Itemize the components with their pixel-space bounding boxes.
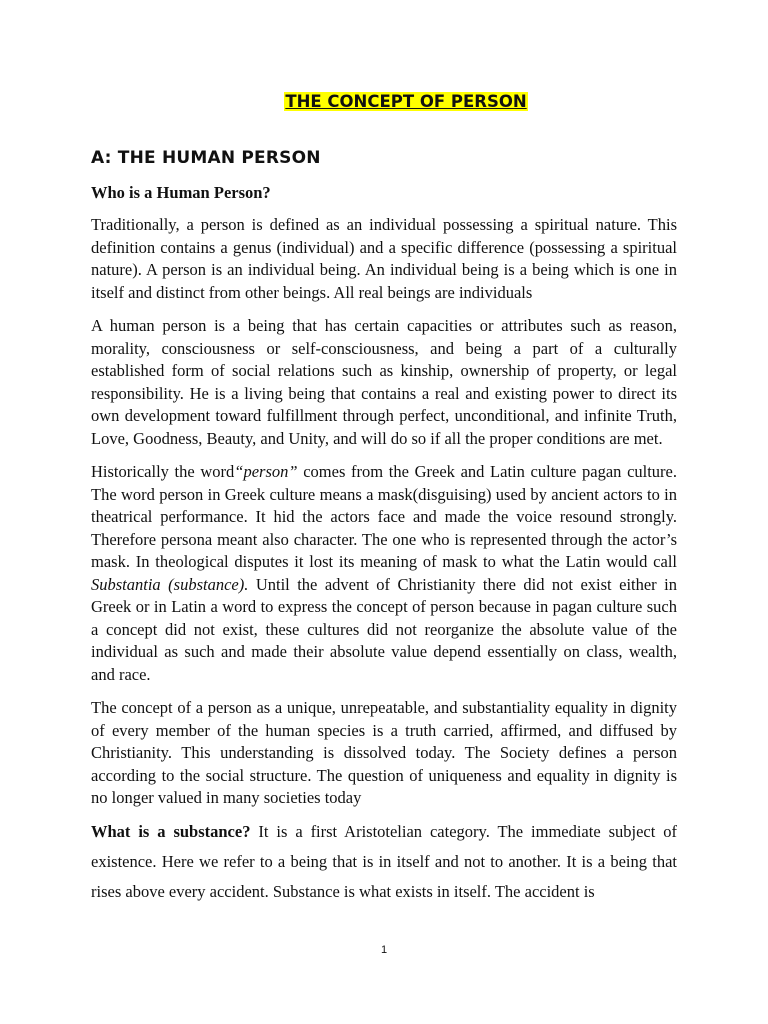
paragraph: A human person is a being that has certain capacities or attributes such as reason, morality, consciousness or self-consciousness, and being a part of a culturally established form of social relations such as kinship, ownership of property, or legal responsibility. He is a living being that contains a real and existing power to direct its own development toward fulfillment through perfect, unconditional, and infinite Truth, Love, Goodness, Beauty, and Unity, and will do so if all the proper conditions are met. <box>91 316 677 448</box>
text-run: comes from the Greek and Latin culture pagan culture. The word person in Greek culture means a mask(disguising) used by ancient actors to in theatrical performance. It hid the actors face and made the voice resound strongly. Therefore persona meant also character. The one who is represented through the actor’s mask. In theological disputes it lost its meaning of mask to what the Latin would call <box>91 462 678 571</box>
last-paragraph-block <box>91 817 677 907</box>
paragraph: Traditionally, a person is defined as an individual possessing a spiritual nature. This definition contains a genus (individual) and a specific difference (possessing a spiritual nature). A person is an individual being. An individual being is a being which is one in itself and distinct from other beings. All real beings are individuals <box>91 215 677 302</box>
document-title-text: THE CONCEPT OF PERSON <box>285 92 527 111</box>
paragraph <box>91 817 677 907</box>
bold-text: What is a substance? <box>91 821 251 841</box>
italic-text: Substantia (substance). <box>91 574 249 594</box>
body-text <box>91 214 677 918</box>
section-heading: A: THE HUMAN PERSON <box>91 148 321 168</box>
text-run: It is a first Aristotelian category. The immediate subject of existence. Here we refer to a being that is in itself and not to another. It is a being that rises above every accident. Substance is what exists in itself. The accident is <box>91 821 677 901</box>
subheading: Who is a Human Person? <box>91 183 271 202</box>
paragraph <box>91 461 677 686</box>
page-number: 1 <box>380 944 388 956</box>
text-run: Historically the word <box>91 462 235 481</box>
italic-text: “person” <box>234 462 298 481</box>
document-title <box>0 92 768 111</box>
paragraph: The concept of a person as a unique, unrepeatable, and substantiality equality in dignity of every member of the human species is a truth carried, affirmed, and diffused by Christianity. This understanding is dissolved today. The Society defines a person according to the social structure. The question of uniqueness and equality in dignity is no longer valued in many societies today <box>91 698 677 807</box>
text-run: Until the advent of Christianity there did not exist either in Greek or in Latin a word to express the concept of person because in pagan culture such a concept did not exist, these cultures did not reorganize the absolute value of the individual as such and made their absolute value depend essentially on class, wealth, and race. <box>91 574 677 684</box>
